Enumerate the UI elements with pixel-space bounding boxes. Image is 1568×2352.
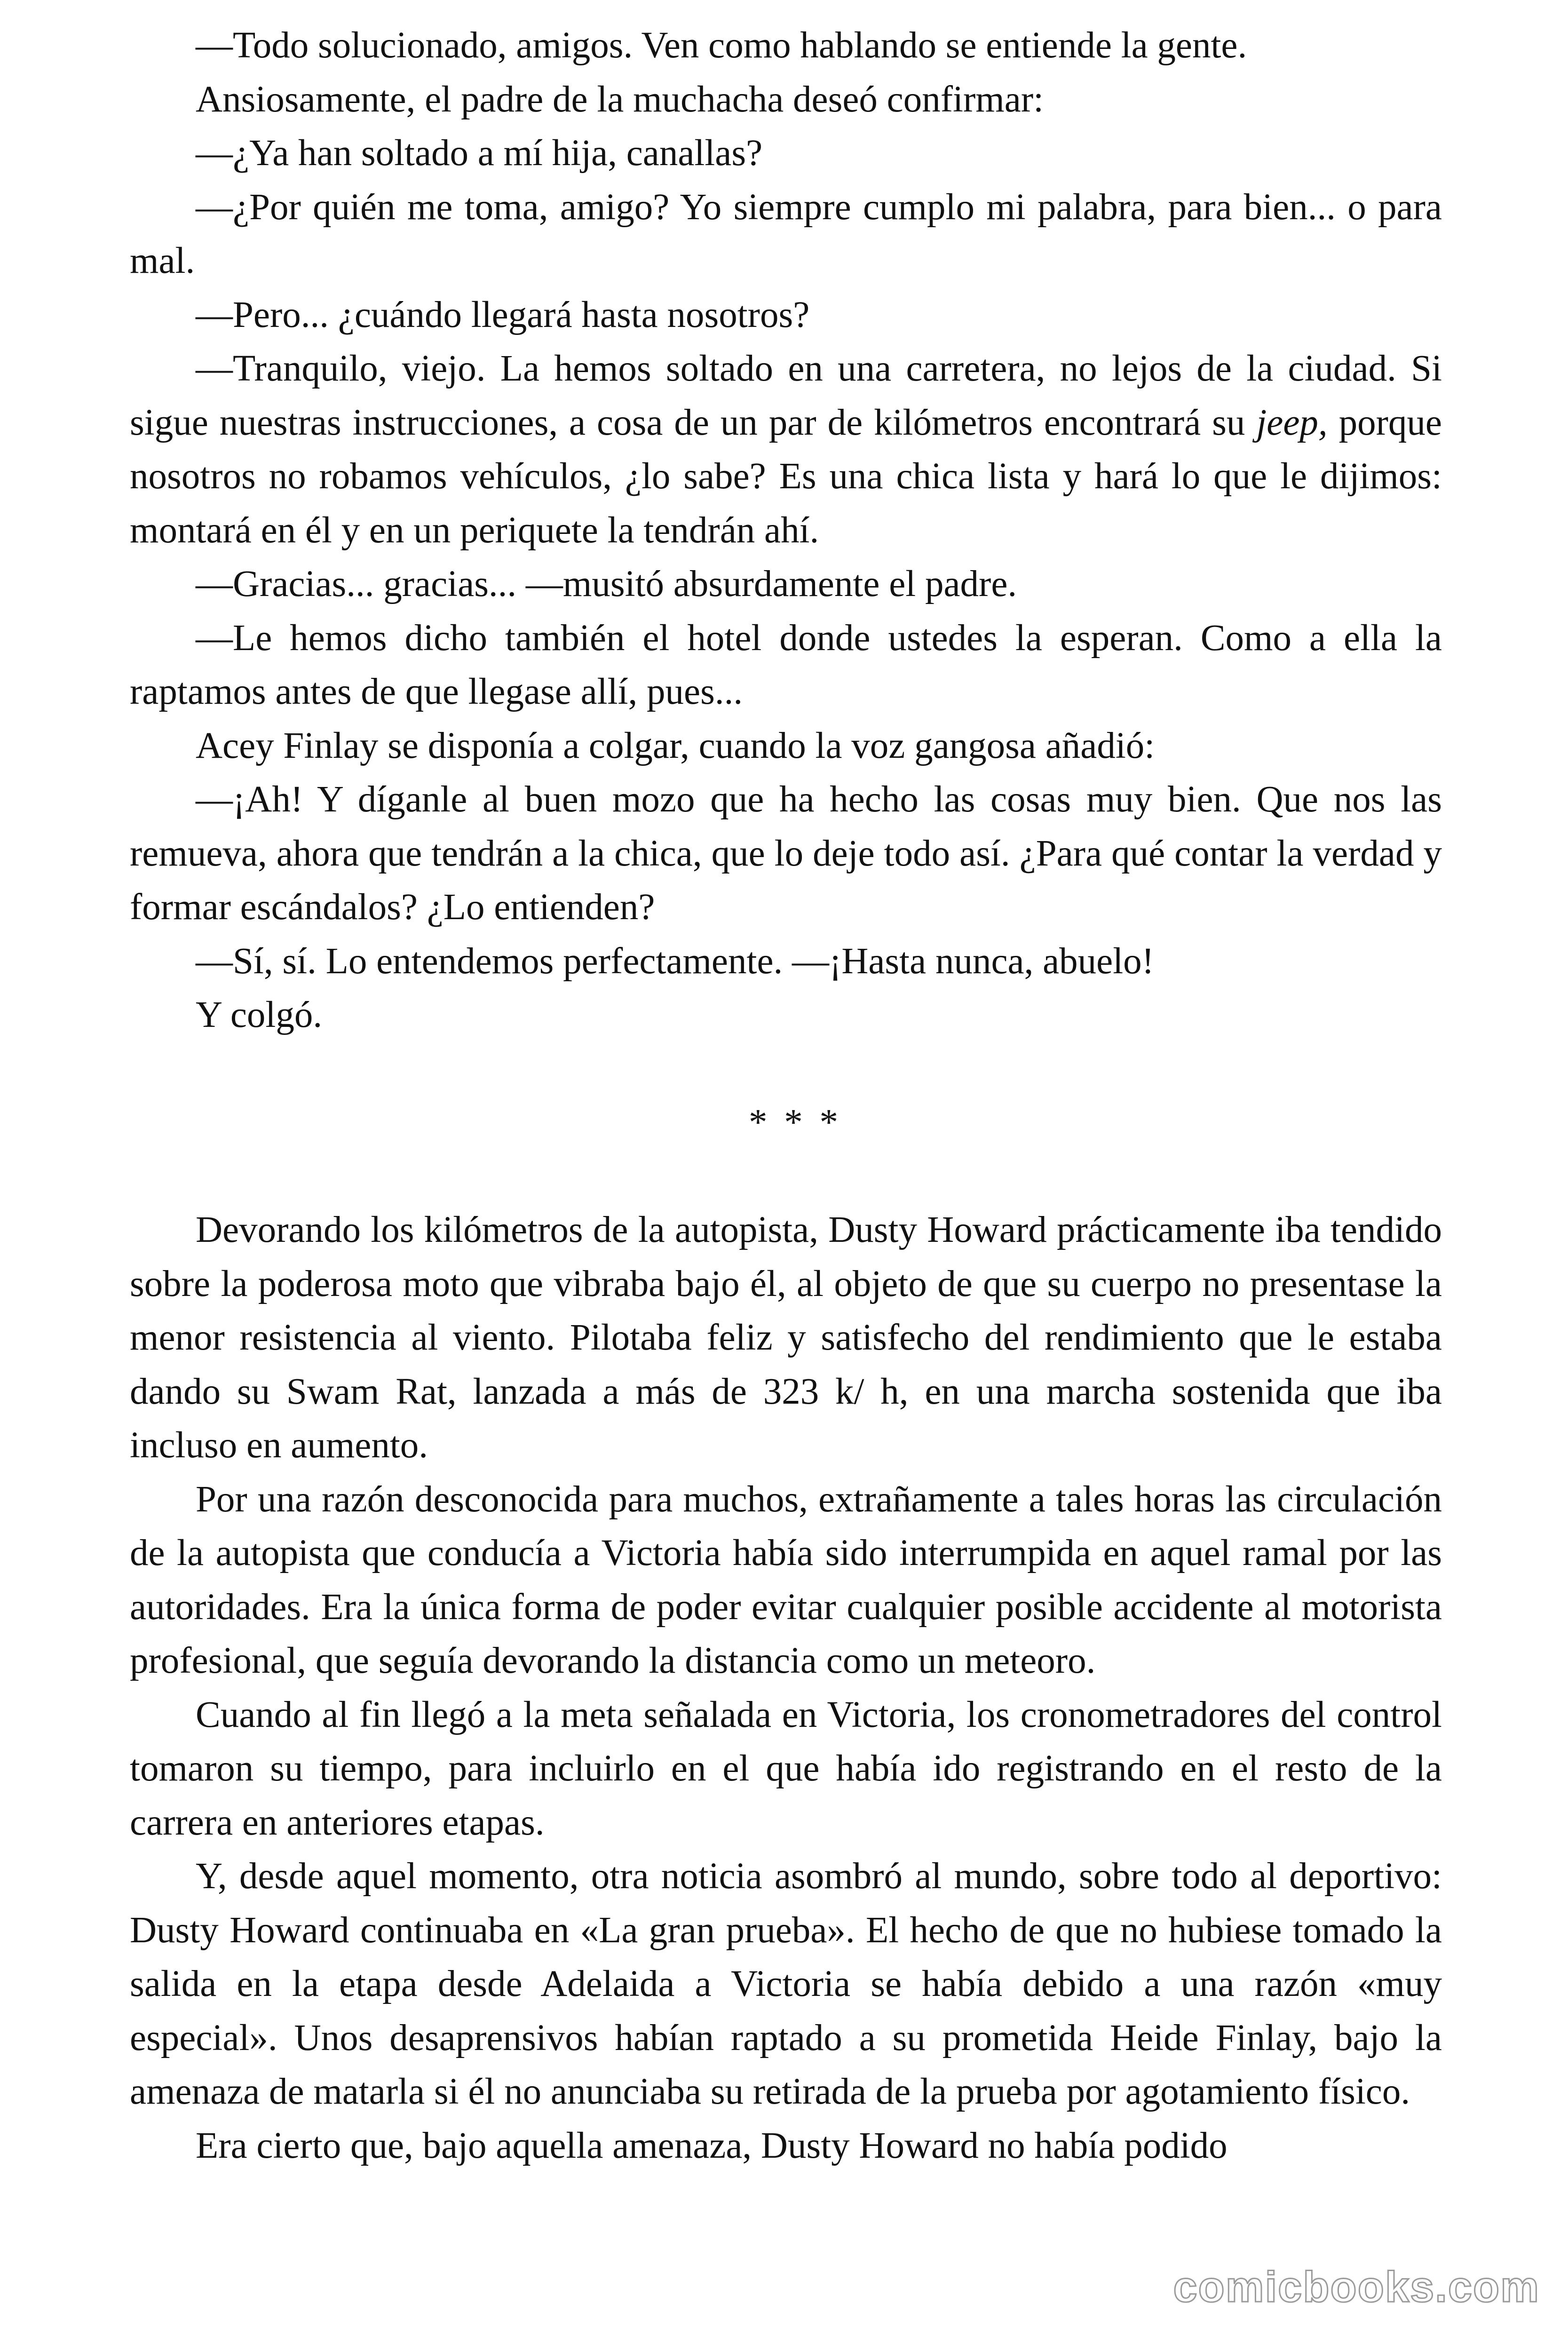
section-bottom (130, 1203, 1442, 2173)
site-watermark: comicbooks.com (1173, 2263, 1540, 2311)
paragraph: Por una razón desconocida para muchos, extrañamente a tales horas las circulación de la autopista que conducía a Victoria había sido interrumpida en aquel ramal por las autoridades. Era la única forma de poder evitar cualquier posible accidente al motorista profesional, que seguía devorando la distancia como un meteoro. (130, 1478, 1442, 1681)
section-top (130, 19, 1442, 1042)
paragraph: —¿Ya han soltado a mí hija, canallas? (196, 133, 763, 174)
book-page (130, 19, 1442, 2173)
paragraph: —Todo solucionado, amigos. Ven como hablando se entiende la gente. (196, 25, 1247, 66)
paragraph: Ansiosamente, el padre de la muchacha deseó confirmar: (196, 79, 1044, 120)
section-separator: * * * (749, 1102, 842, 1143)
paragraph: —Sí, sí. Lo entendemos perfectamente. —¡Hasta nunca, abuelo! (196, 940, 1154, 982)
paragraph: Y colgó. (196, 994, 323, 1035)
italic-word: jeep, (1256, 402, 1328, 443)
paragraph: Devorando los kilómetros de la autopista, Dusty Howard prácticamente iba tendido sobre la poderosa moto que vibraba bajo él, al objeto de que su cuerpo no presentase la menor resistencia al viento. Pilotaba feliz y satisfecho del rendimiento que le estaba dando su Swam Rat, lanzada a más de 323 k/ h, en una marcha sostenida que iba incluso en aumento. (130, 1209, 1442, 1466)
paragraph: —Pero... ¿cuándo llegará hasta nosotros? (196, 294, 810, 335)
paragraph: —¿Por quién me toma, amigo? Yo siempre cumplo mi palabra, para bien... o para mal. (130, 186, 1442, 281)
paragraph: —Gracias... gracias... —musitó absurdamente el padre. (196, 564, 1017, 604)
paragraph: Y, desde aquel momento, otra noticia asombró al mundo, sobre todo al deportivo: Dusty Howard continuaba en «La gran prueba». El hecho de que no hubiese tomado la salida en la etapa desde Adelaida a Victoria se había debido a una razón «muy especial». Unos desaprensivos habían raptado a su prometida Heide Finlay, bajo la amenaza de matarla si él no anunciaba su retirada de la prueba por agotamiento físico. (130, 1856, 1442, 2112)
paragraph-text: —Tranquilo, viejo. La hemos soltado en una carretera, no lejos de la ciudad. Si sigue nuestras instrucciones, a cosa de un par de kilómetros encontrará su (130, 348, 1442, 443)
paragraph: Acey Finlay se disponía a colgar, cuando la voz gangosa añadió: (196, 725, 1155, 766)
paragraph: —¡Ah! Y díganle al buen mozo que ha hecho las cosas muy bien. Que nos las remueva, ahora que tendrán a la chica, que lo deje todo así. ¿Para qué contar la verdad y formar escándalos? ¿Lo entienden? (130, 779, 1442, 928)
paragraph: —Le hemos dicho también el hotel donde ustedes la esperan. Como a ella la raptamos antes de que llegase allí, pues... (130, 617, 1442, 712)
paragraph: Cuando al fin llegó a la meta señalada en Victoria, los cronometradores del control tomaron su tiempo, para incluirlo en el que había ido registrando en el resto de la carrera en anteriores etapas. (130, 1694, 1442, 1843)
paragraph-with-italic (130, 342, 1442, 557)
paragraph-text: porque nosotros no robamos vehículos, ¿lo sabe? Es una chica lista y hará lo que le dijimos: montará en él y en un periquete la tendrán ahí. (130, 402, 1442, 551)
paragraph: Era cierto que, bajo aquella amenaza, Dusty Howard no había podido (196, 2125, 1227, 2166)
